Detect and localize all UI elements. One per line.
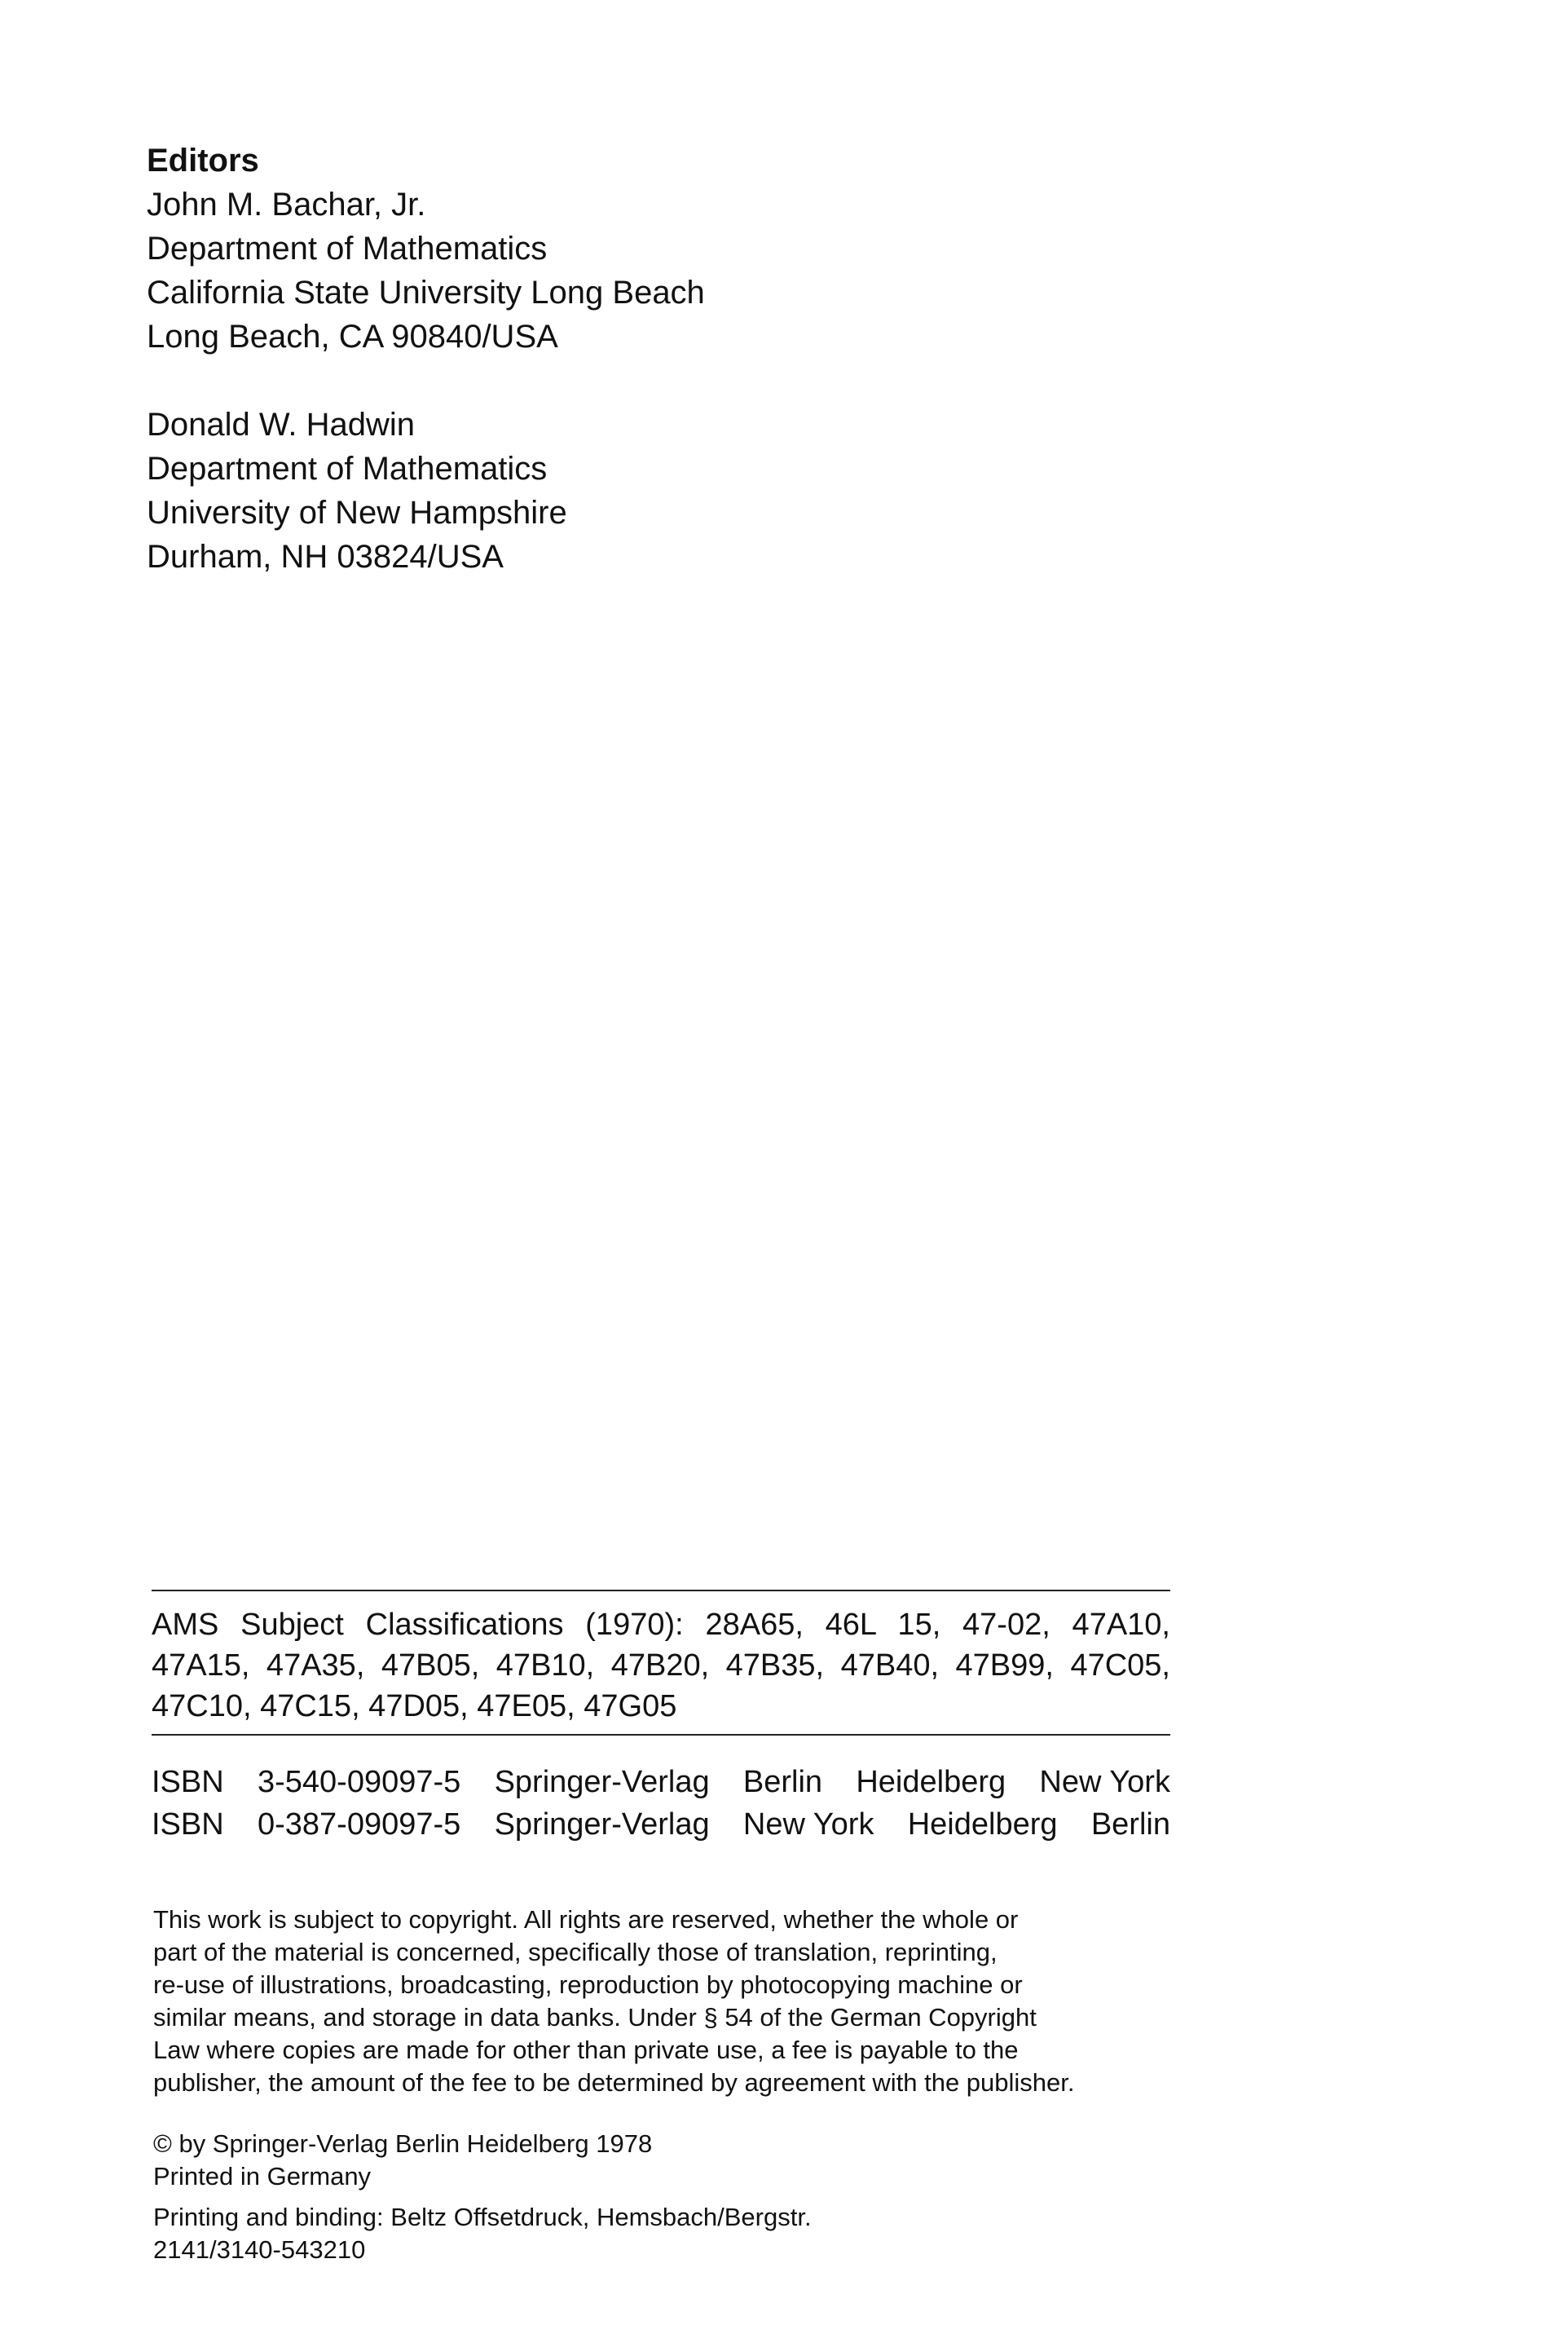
isbn-number: 0-387-09097-5 <box>257 1807 461 1842</box>
isbn-label: ISBN <box>152 1765 224 1799</box>
notice-line: similar means, and storage in data banks. Under § 54 of the German Copyright <box>153 2003 1037 2032</box>
editor-entry <box>147 403 1043 579</box>
isbn-number: 3-540-09097-5 <box>257 1765 461 1799</box>
printed-in-line: Printed in Germany <box>153 2162 372 2190</box>
isbn-section <box>152 1761 1170 1846</box>
copyright-notice <box>153 1904 1172 2099</box>
notice-line: This work is subject to copyright. All rights are reserved, whether the whole or <box>153 1905 1019 1934</box>
editor-institution: University of New Hampshire <box>147 495 567 531</box>
printing-info <box>153 2201 1131 2266</box>
notice-line: re-use of illustrations, broadcasting, reproduction by photocopying machine or <box>153 1970 1023 1999</box>
editor-institution: California State University Long Beach <box>147 275 705 311</box>
ams-classifications: AMS Subject Classifications (1970): 28A65, 46L 15, 47-02, 47A10, 47A15, 47A35, 47B05, 47B10, 47B20, 47B35, 47B40, 47B99, 47C05, 47C10, 47C15, 47D05, 47E05, 47G05 <box>152 1608 1170 1723</box>
isbn-city: Berlin <box>1090 1807 1170 1842</box>
editor-entry <box>147 183 1043 359</box>
divider-rule <box>152 1734 1170 1736</box>
isbn-publisher: Springer-Verlag <box>494 1807 710 1842</box>
editor-department: Department of Mathematics <box>147 231 548 267</box>
isbn-publisher: Springer-Verlag <box>494 1765 710 1799</box>
isbn-city: Berlin <box>742 1765 823 1799</box>
isbn-city: New York <box>742 1807 874 1842</box>
copyright-line: © by Springer-Verlag Berlin Heidelberg 1978 <box>153 2129 653 2158</box>
editor-address: Long Beach, CA 90840/USA <box>147 319 558 355</box>
editor-address: Durham, NH 03824/USA <box>147 539 504 575</box>
notice-line: part of the material is concerned, specifically those of translation, reprinting, <box>153 1938 998 1966</box>
copyright-statement <box>153 2128 1131 2193</box>
printing-binding-line: Printing and binding: Beltz Offsetdruck, Hemsbach/Bergstr. <box>153 2203 812 2231</box>
editors-section <box>147 139 1043 579</box>
isbn-row <box>152 1761 1170 1803</box>
notice-line: publisher, the amount of the fee to be determined by agreement with the publisher. <box>153 2068 1075 2097</box>
editor-name: Donald W. Hadwin <box>147 407 416 443</box>
isbn-label: ISBN <box>152 1807 224 1842</box>
isbn-city: Heidelberg <box>856 1765 1006 1799</box>
editor-name: John M. Bachar, Jr. <box>147 187 426 223</box>
isbn-city: New York <box>1039 1765 1170 1799</box>
isbn-city: Heidelberg <box>907 1807 1058 1842</box>
editors-heading: Editors <box>147 143 259 179</box>
notice-line: Law where copies are made for other than private use, a fee is payable to the <box>153 2036 1019 2064</box>
print-code-line: 2141/3140-543210 <box>153 2235 366 2264</box>
divider-rule <box>152 1590 1170 1591</box>
isbn-row <box>152 1803 1170 1846</box>
editor-department: Department of Mathematics <box>147 451 548 487</box>
